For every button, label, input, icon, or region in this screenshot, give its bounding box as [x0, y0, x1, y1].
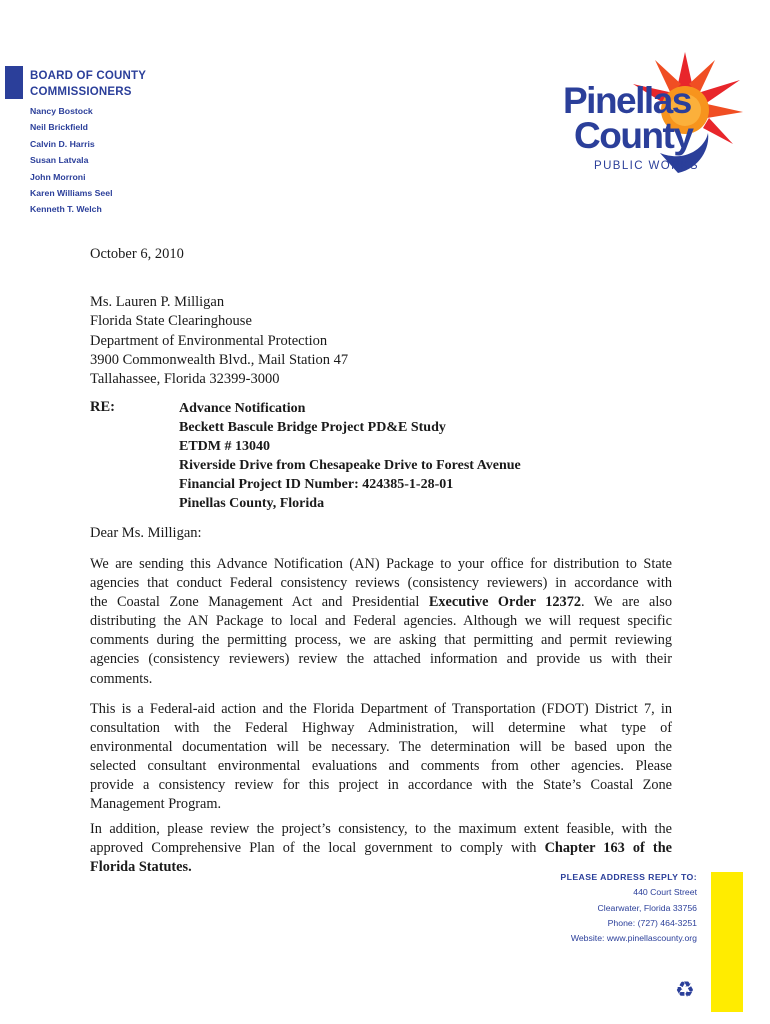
paragraph-line: comments. [90, 670, 153, 687]
board-title [30, 68, 146, 100]
paragraph-line: In addition, please review the project’s consistency, to the maximum extent feasible, with the [90, 821, 672, 837]
subject-line: Riverside Drive from Chesapeake Drive to Forest Avenue [179, 458, 521, 474]
commissioner-name: Nancy Bostock [30, 106, 93, 116]
text-run: approved Comprehensive Plan of the local government to comply with [90, 840, 545, 857]
paragraph-line [90, 593, 672, 612]
commissioner-name: Susan Latvala [30, 155, 89, 166]
re-label: RE: [90, 399, 115, 415]
paragraph-line: This is a Federal-aid action and the Florida Department of Transportation (FDOT) District 7, in [90, 701, 672, 717]
reply-heading: PLEASE ADDRESS REPLY TO: [560, 872, 697, 882]
reply-phone: Phone: (727) 464-3251 [607, 917, 697, 928]
statute-ref: Chapter 163 of the [544, 840, 672, 857]
paragraph-line: Management Program. [90, 796, 222, 813]
yellow-accent-strip [711, 872, 743, 1012]
logo-text-pinellas: Pinellas [563, 80, 691, 121]
address-line: Department of Environmental Protection [90, 332, 328, 349]
commissioner-name: Calvin D. Harris [30, 138, 95, 149]
commissioner-name: Neil Brickfield [30, 122, 88, 133]
executive-order-ref: Executive Order 12372 [428, 594, 582, 611]
address-line: 3900 Commonwealth Blvd., Mail Station 47 [90, 351, 349, 368]
subject-line: ETDM # 13040 [179, 439, 270, 455]
paragraph-line [90, 839, 672, 858]
logo-subtitle: PUBLIC WORKS [594, 160, 699, 172]
reply-address-block [560, 870, 697, 946]
body-paragraph-2 [90, 700, 672, 815]
paragraph-line: agencies that conduct Federal consistency reviews (consistency reviewers) in accordance with [90, 575, 672, 592]
commissioner-name: Kenneth T. Welch [30, 204, 102, 215]
commissioner-name: Karen Williams Seel [30, 188, 113, 199]
paragraph-line: comments during the permitting process, we are asking that permitting and permit reviewing [90, 632, 672, 649]
reply-website: Website: www.pinellascounty.org [570, 933, 697, 944]
letter-date: October 6, 2010 [90, 246, 184, 262]
board-title-line2: COMMISSIONERS [30, 86, 132, 98]
recycle-icon: ♻ [675, 978, 695, 1003]
address-line: Ms. Lauren P. Milligan [90, 294, 225, 310]
recipient-address [90, 293, 348, 389]
address-line: Tallahassee, Florida 32399-3000 [90, 371, 280, 388]
statute-ref: Florida Statutes. [90, 859, 192, 876]
paragraph-line: We are sending this Advance Notification (AN) Package to your office for distribution to State [90, 556, 672, 572]
paragraph-line: distributing the AN Package to local and Federal agencies. Although we will request specific [90, 613, 672, 630]
text-run: the Coastal Zone Management Act and Presidential [90, 594, 429, 611]
paragraph-line: environmental documentation will be necessary. The determination will be based upon the [90, 739, 672, 756]
reply-city: Clearwater, Florida 33756 [597, 902, 697, 913]
body-paragraph-1 [90, 555, 672, 689]
board-accent-bar [5, 66, 23, 99]
address-line: Florida State Clearinghouse [90, 313, 252, 330]
reply-street: 440 Court Street [633, 887, 697, 898]
commissioner-list [30, 103, 113, 218]
subject-line: Financial Project ID Number: 424385-1-28-01 [179, 477, 454, 493]
paragraph-line: consultation with the Federal Highway Administration, will determine what type of [90, 720, 672, 737]
body-paragraph-3 [90, 820, 672, 877]
subject-line: Pinellas County, Florida [179, 496, 325, 512]
board-title-line1: BOARD OF COUNTY [30, 70, 147, 82]
subject-line: Beckett Bascule Bridge Project PD&E Study [179, 420, 446, 436]
salutation: Dear Ms. Milligan: [90, 525, 202, 541]
logo-text-county: County [574, 115, 693, 156]
paragraph-line: agencies (consistency reviewers) review the attached information and provide us with their [90, 651, 672, 668]
paragraph-line: provide a consistency review for this project in accordance with the State’s Coastal Zone [90, 777, 672, 794]
paragraph-line: selected consultant environmental evaluations and comments from other agencies. Please [90, 758, 672, 775]
text-run: . We are also [581, 594, 673, 611]
subject-line: Advance Notification [179, 401, 306, 416]
commissioner-name: John Morroni [30, 171, 86, 182]
subject-block [179, 399, 521, 514]
